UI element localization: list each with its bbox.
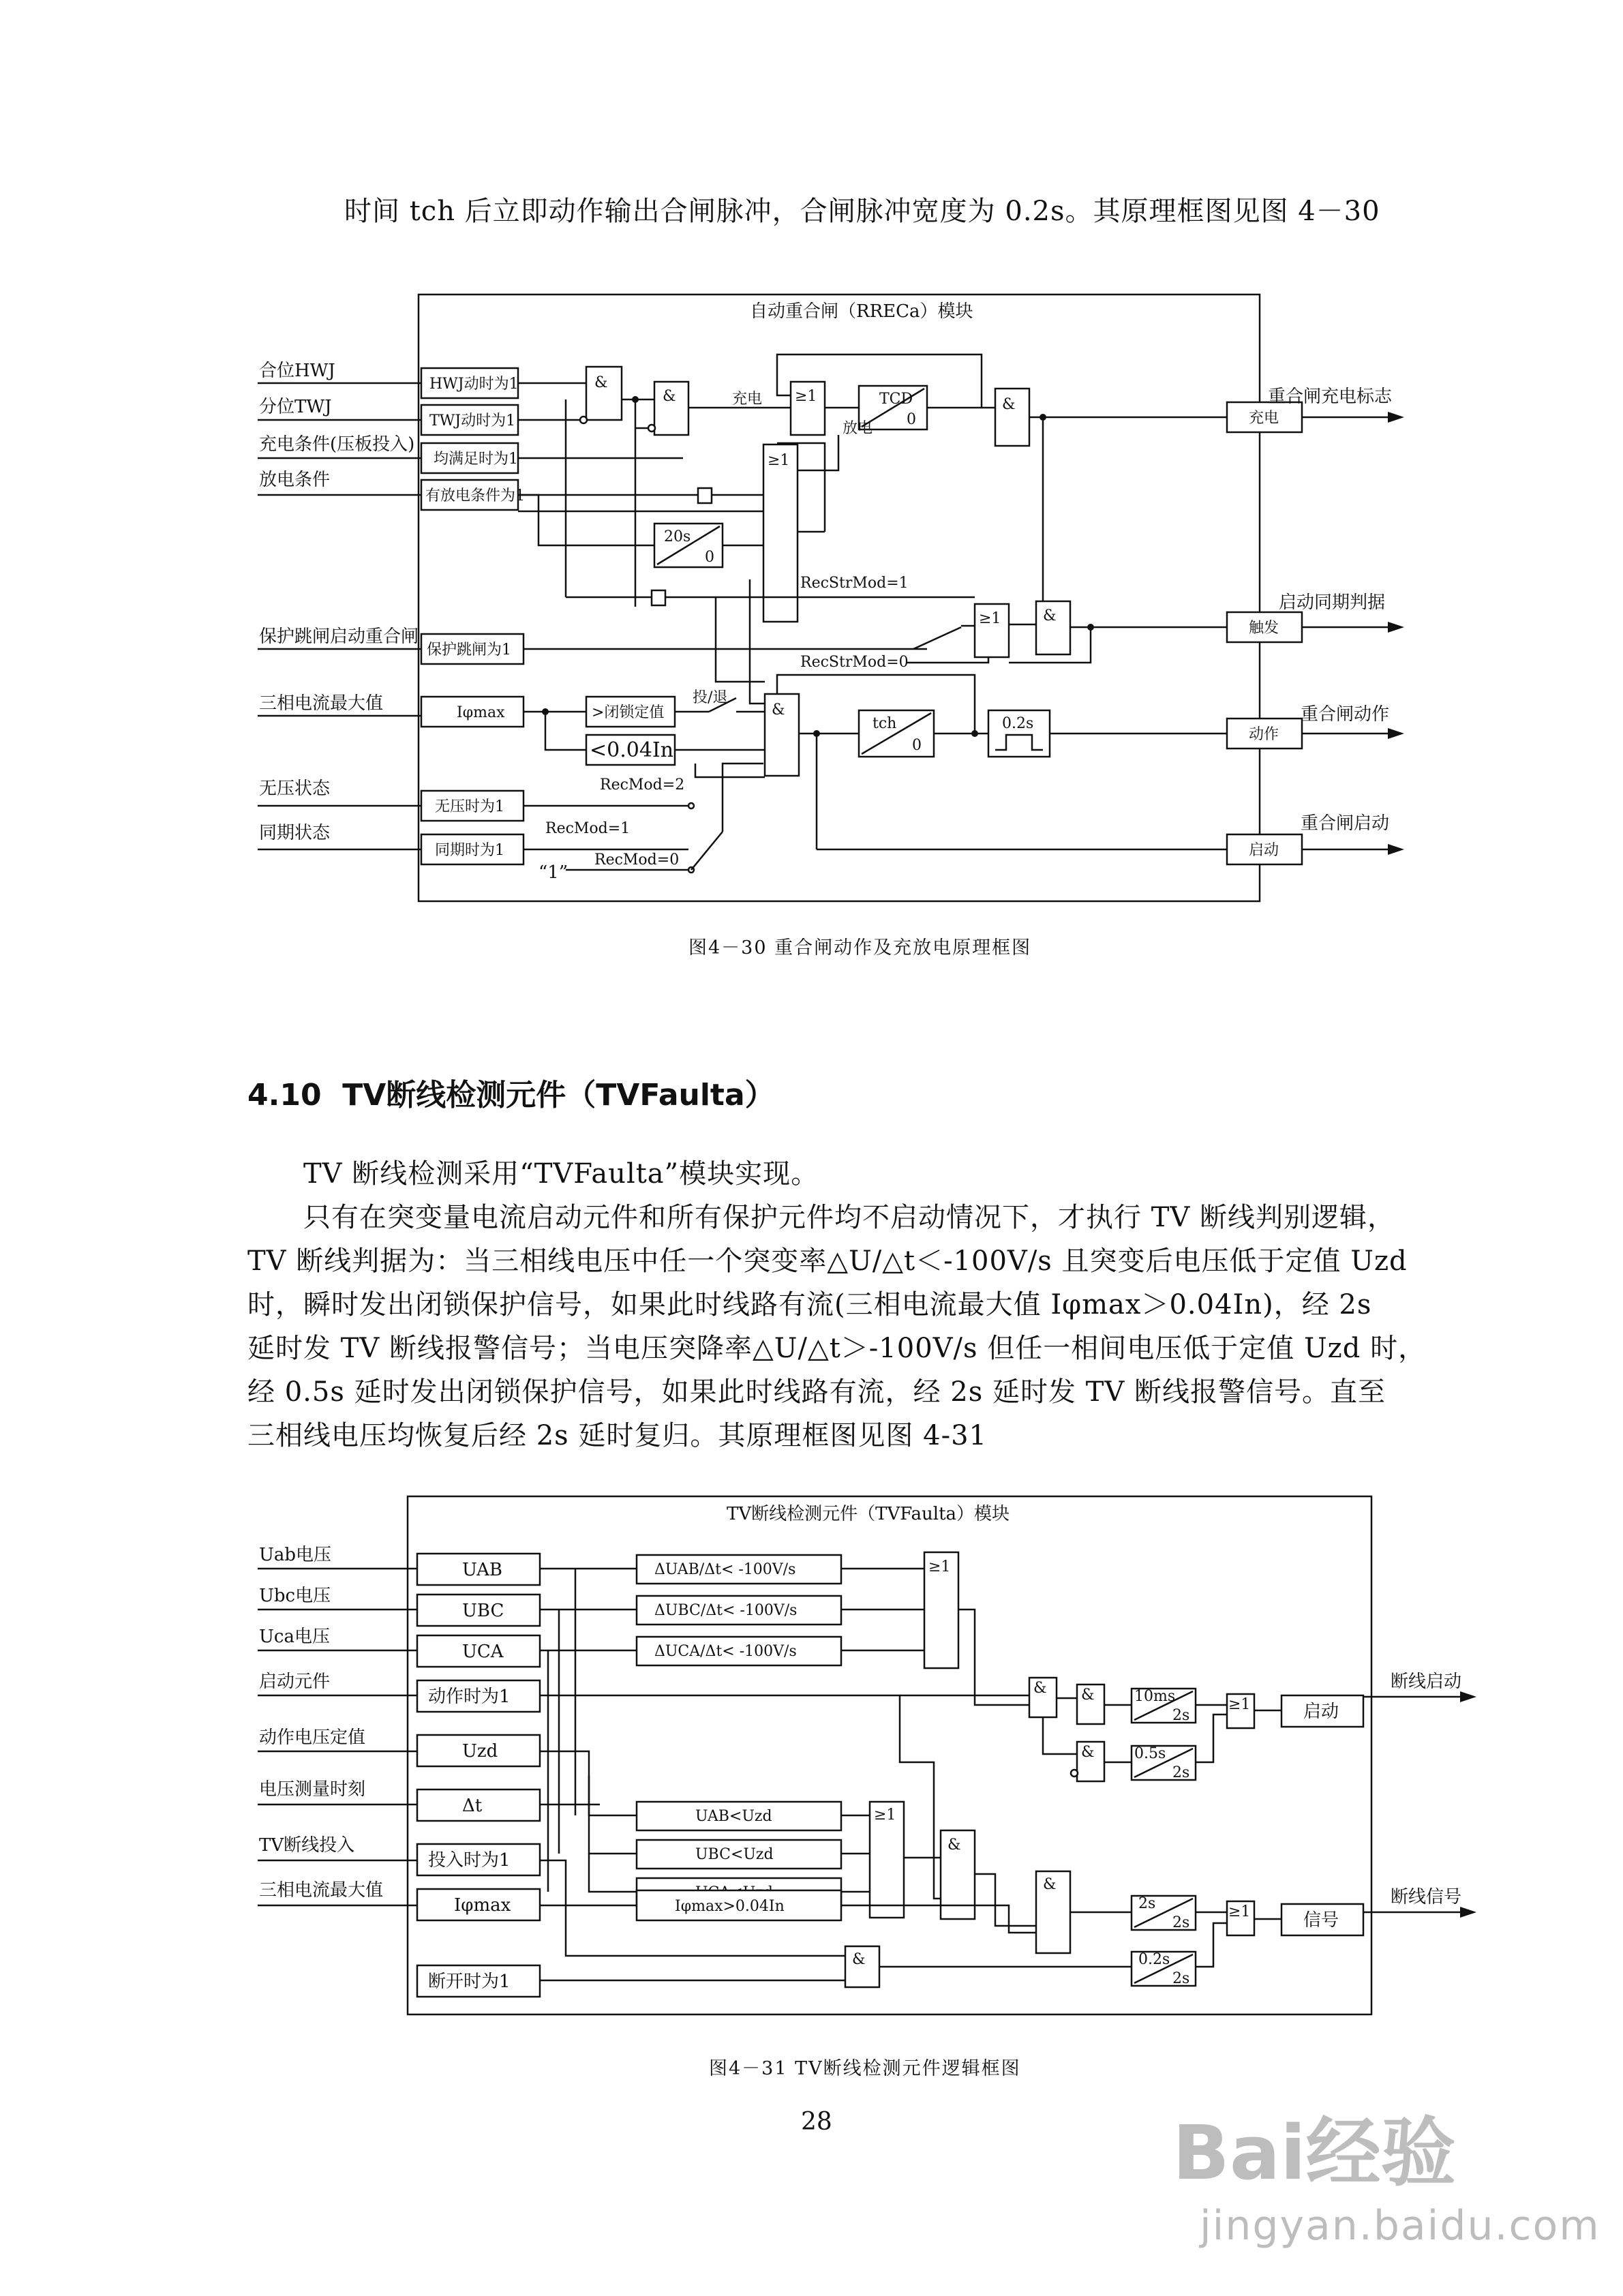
svg-text:Uab电压: Uab电压: [259, 1545, 332, 1565]
svg-text:触发: 触发: [1249, 620, 1279, 637]
para-line-7: 三相线电压均恢复后经 2s 延时复归。其原理框图见图 4-31: [247, 1420, 987, 1451]
out-break-signal: 断线信号: [1391, 1887, 1462, 1907]
module-frame-2: [408, 1496, 1371, 2014]
svg-text:&: &: [772, 701, 785, 719]
svg-text:Ubc电压: Ubc电压: [259, 1586, 331, 1606]
out-break-start: 断线启动: [1391, 1672, 1462, 1692]
svg-text:充电: 充电: [732, 391, 763, 408]
out-charge-flag: 重合闸充电标志: [1268, 387, 1393, 407]
svg-text:&: &: [1081, 1744, 1095, 1761]
svg-text:投/退: 投/退: [693, 689, 728, 706]
out-reclose-start: 重合闸启动: [1301, 813, 1390, 834]
svg-text:10ms: 10ms: [1134, 1688, 1176, 1705]
in-sync: 同期状态: [259, 823, 331, 843]
para-line-4: 时，瞬时发出闭锁保护信号，如果此时线路有流(三相电流最大值 Iφmax＞0.04In)，经 2s: [247, 1289, 1372, 1320]
svg-text:断开时为1: 断开时为1: [428, 1972, 511, 1992]
svg-text:启动元件: 启动元件: [259, 1672, 331, 1692]
svg-text:≥1: ≥1: [979, 610, 1001, 627]
fig31-caption: 图4－31 TV断线检测元件逻辑框图: [709, 2058, 1021, 2079]
svg-text:保护跳闸为1: 保护跳闸为1: [427, 641, 511, 659]
para-line-2: 只有在突变量电流启动元件和所有保护元件均不启动情况下，才执行 TV 断线判别逻辑，: [303, 1202, 1395, 1233]
svg-text:TWJ动时为1: TWJ动时为1: [429, 412, 516, 429]
svg-text:UCA: UCA: [462, 1642, 504, 1662]
out-sync-criterion: 启动同期判据: [1279, 592, 1386, 613]
svg-text:“1”: “1”: [539, 862, 568, 883]
svg-text:≥1: ≥1: [1228, 1903, 1251, 1920]
svg-text:2s: 2s: [1138, 1895, 1156, 1912]
in-trip-start: 保护跳闸启动重合闸: [259, 626, 419, 647]
in-twj: 分位TWJ: [259, 397, 332, 417]
svg-text:启动: 启动: [1249, 842, 1279, 859]
svg-text:三相电流最大值: 三相电流最大值: [259, 1880, 384, 1901]
svg-text:0.5s: 0.5s: [1134, 1745, 1166, 1762]
para-line-5: 延时发 TV 断线报警信号；当电压突降率△U/△t＞-100V/s 但任一相间电压低于定值 Uzd 时，: [247, 1333, 1427, 1364]
out-reclose-action: 重合闸动作: [1301, 704, 1390, 725]
svg-text:有放电条件为1: 有放电条件为1: [425, 487, 525, 504]
svg-text:UAB: UAB: [462, 1560, 502, 1580]
fig30-title: 自动重合闸（RRECa）模块: [750, 301, 973, 322]
watermark-brand: Bai经验: [1172, 2109, 1456, 2196]
svg-text:&: &: [1043, 607, 1057, 624]
figure-4-30-diagram: [245, 286, 1418, 968]
svg-text:RecMod=1: RecMod=1: [545, 820, 631, 837]
svg-text:TCD: TCD: [879, 391, 913, 408]
svg-text:Iφmax: Iφmax: [457, 704, 505, 721]
svg-text:0: 0: [912, 737, 922, 754]
svg-text:同期时为1: 同期时为1: [435, 842, 504, 859]
svg-text:&: &: [1081, 1687, 1095, 1704]
top-line: 时间 tch 后立即动作输出合闸脉冲，合闸脉冲宽度为 0.2s。其原理框图见图 4－30: [344, 196, 1380, 227]
svg-text:≥1: ≥1: [795, 388, 817, 405]
svg-text:tch: tch: [873, 715, 897, 732]
watermark-url: jingyan.baidu.com: [1200, 2202, 1601, 2250]
not-small: [698, 488, 712, 503]
in-charge-cond: 充电条件(压板投入): [259, 434, 415, 455]
svg-text:≥1: ≥1: [874, 1807, 896, 1824]
svg-text:充电: 充电: [1249, 410, 1279, 427]
svg-text:动作: 动作: [1249, 726, 1279, 743]
svg-text:无压时为1: 无压时为1: [435, 798, 504, 815]
svg-text:HWJ动时为1: HWJ动时为1: [429, 376, 519, 393]
svg-text:0.2s: 0.2s: [1002, 715, 1034, 732]
in-imax: 三相电流最大值: [259, 693, 384, 714]
svg-text:UBC: UBC: [462, 1601, 504, 1621]
svg-text:RecStrMod=1: RecStrMod=1: [800, 575, 909, 592]
svg-text:动作电压定值: 动作电压定值: [259, 1727, 366, 1748]
svg-text:RecStrMod=0: RecStrMod=0: [800, 654, 909, 671]
svg-text:ΔUAB/Δt< -100V/s: ΔUAB/Δt< -100V/s: [654, 1561, 796, 1578]
svg-text:≥1: ≥1: [1228, 1696, 1251, 1713]
svg-text:Δt: Δt: [462, 1796, 483, 1816]
svg-text:放电: 放电: [843, 420, 873, 437]
svg-text:20s: 20s: [664, 528, 691, 545]
in-hwj: 合位HWJ: [259, 361, 335, 381]
svg-text:UBC<Uzd: UBC<Uzd: [695, 1846, 774, 1863]
svg-text:>闭锁定值: >闭锁定值: [592, 704, 665, 721]
svg-text:Uzd: Uzd: [462, 1741, 498, 1762]
svg-text:0: 0: [705, 549, 714, 566]
svg-text:&: &: [663, 388, 676, 405]
section-heading: [247, 1070, 775, 1114]
svg-text:2s: 2s: [1172, 1970, 1190, 1987]
fig30-caption: 图4－30 重合闸动作及充放电原理框图: [688, 937, 1032, 958]
svg-text:ΔUCA/Δt< -100V/s: ΔUCA/Δt< -100V/s: [654, 1643, 797, 1660]
svg-text:UAB<Uzd: UAB<Uzd: [695, 1808, 772, 1825]
svg-text:ΔUBC/Δt< -100V/s: ΔUBC/Δt< -100V/s: [654, 1602, 798, 1619]
svg-text:&: &: [594, 374, 608, 391]
fig31-title: TV断线检测元件（TVFaulta）模块: [727, 1504, 1010, 1524]
svg-text:0: 0: [907, 411, 916, 428]
section-title: TV断线检测元件（TVFaulta）: [342, 1078, 775, 1113]
page-number: 28: [801, 2108, 832, 2136]
svg-text:2s: 2s: [1172, 1707, 1190, 1724]
svg-text:Uca电压: Uca电压: [259, 1627, 330, 1647]
svg-text:动作时为1: 动作时为1: [428, 1687, 511, 1707]
svg-text:RecMod=0: RecMod=0: [594, 851, 680, 868]
svg-text:Iφmax: Iφmax: [454, 1895, 511, 1916]
svg-text:&: &: [1043, 1876, 1057, 1893]
section-number: 4.10: [247, 1078, 322, 1113]
svg-text:<0.04In: <0.04In: [590, 738, 674, 762]
svg-text:2s: 2s: [1172, 1914, 1190, 1931]
svg-text:&: &: [1002, 396, 1016, 413]
in-discharge-cond: 放电条件: [259, 470, 331, 490]
svg-text:≥1: ≥1: [768, 452, 790, 469]
svg-text:2s: 2s: [1172, 1764, 1190, 1781]
svg-text:≥1: ≥1: [928, 1558, 951, 1575]
para-line-1: TV 断线检测采用“TVFaulta”模块实现。: [303, 1158, 819, 1190]
svg-text:&: &: [852, 1951, 866, 1968]
svg-text:启动: 启动: [1303, 1702, 1339, 1722]
in-novolt: 无压状态: [259, 779, 331, 799]
svg-text:信号: 信号: [1303, 1910, 1339, 1931]
svg-text:电压测量时刻: 电压测量时刻: [259, 1779, 366, 1800]
svg-text:0.2s: 0.2s: [1138, 1951, 1170, 1968]
svg-text:&: &: [947, 1837, 961, 1854]
figure-4-31-diagram: [245, 1490, 1486, 2021]
svg-text:Iφmax>0.04In: Iφmax>0.04In: [675, 1898, 785, 1915]
svg-text:&: &: [1033, 1680, 1047, 1697]
or-gate-discharge: [763, 444, 798, 622]
svg-text:RecMod=2: RecMod=2: [600, 776, 685, 794]
para-line-6: 经 0.5s 延时发出闭锁保护信号，如果此时线路有流，经 2s 延时发 TV 断线报警信号。直至: [247, 1376, 1386, 1408]
svg-text:均满足时为1: 均满足时为1: [434, 451, 518, 468]
svg-text:投入时为1: 投入时为1: [428, 1850, 511, 1871]
svg-text:TV断线投入: TV断线投入: [259, 1835, 355, 1856]
para-line-3: TV 断线判据为：当三相线电压中任一个突变率△U/△t＜-100V/s 且突变后电压低于定值 Uzd: [247, 1245, 1408, 1277]
